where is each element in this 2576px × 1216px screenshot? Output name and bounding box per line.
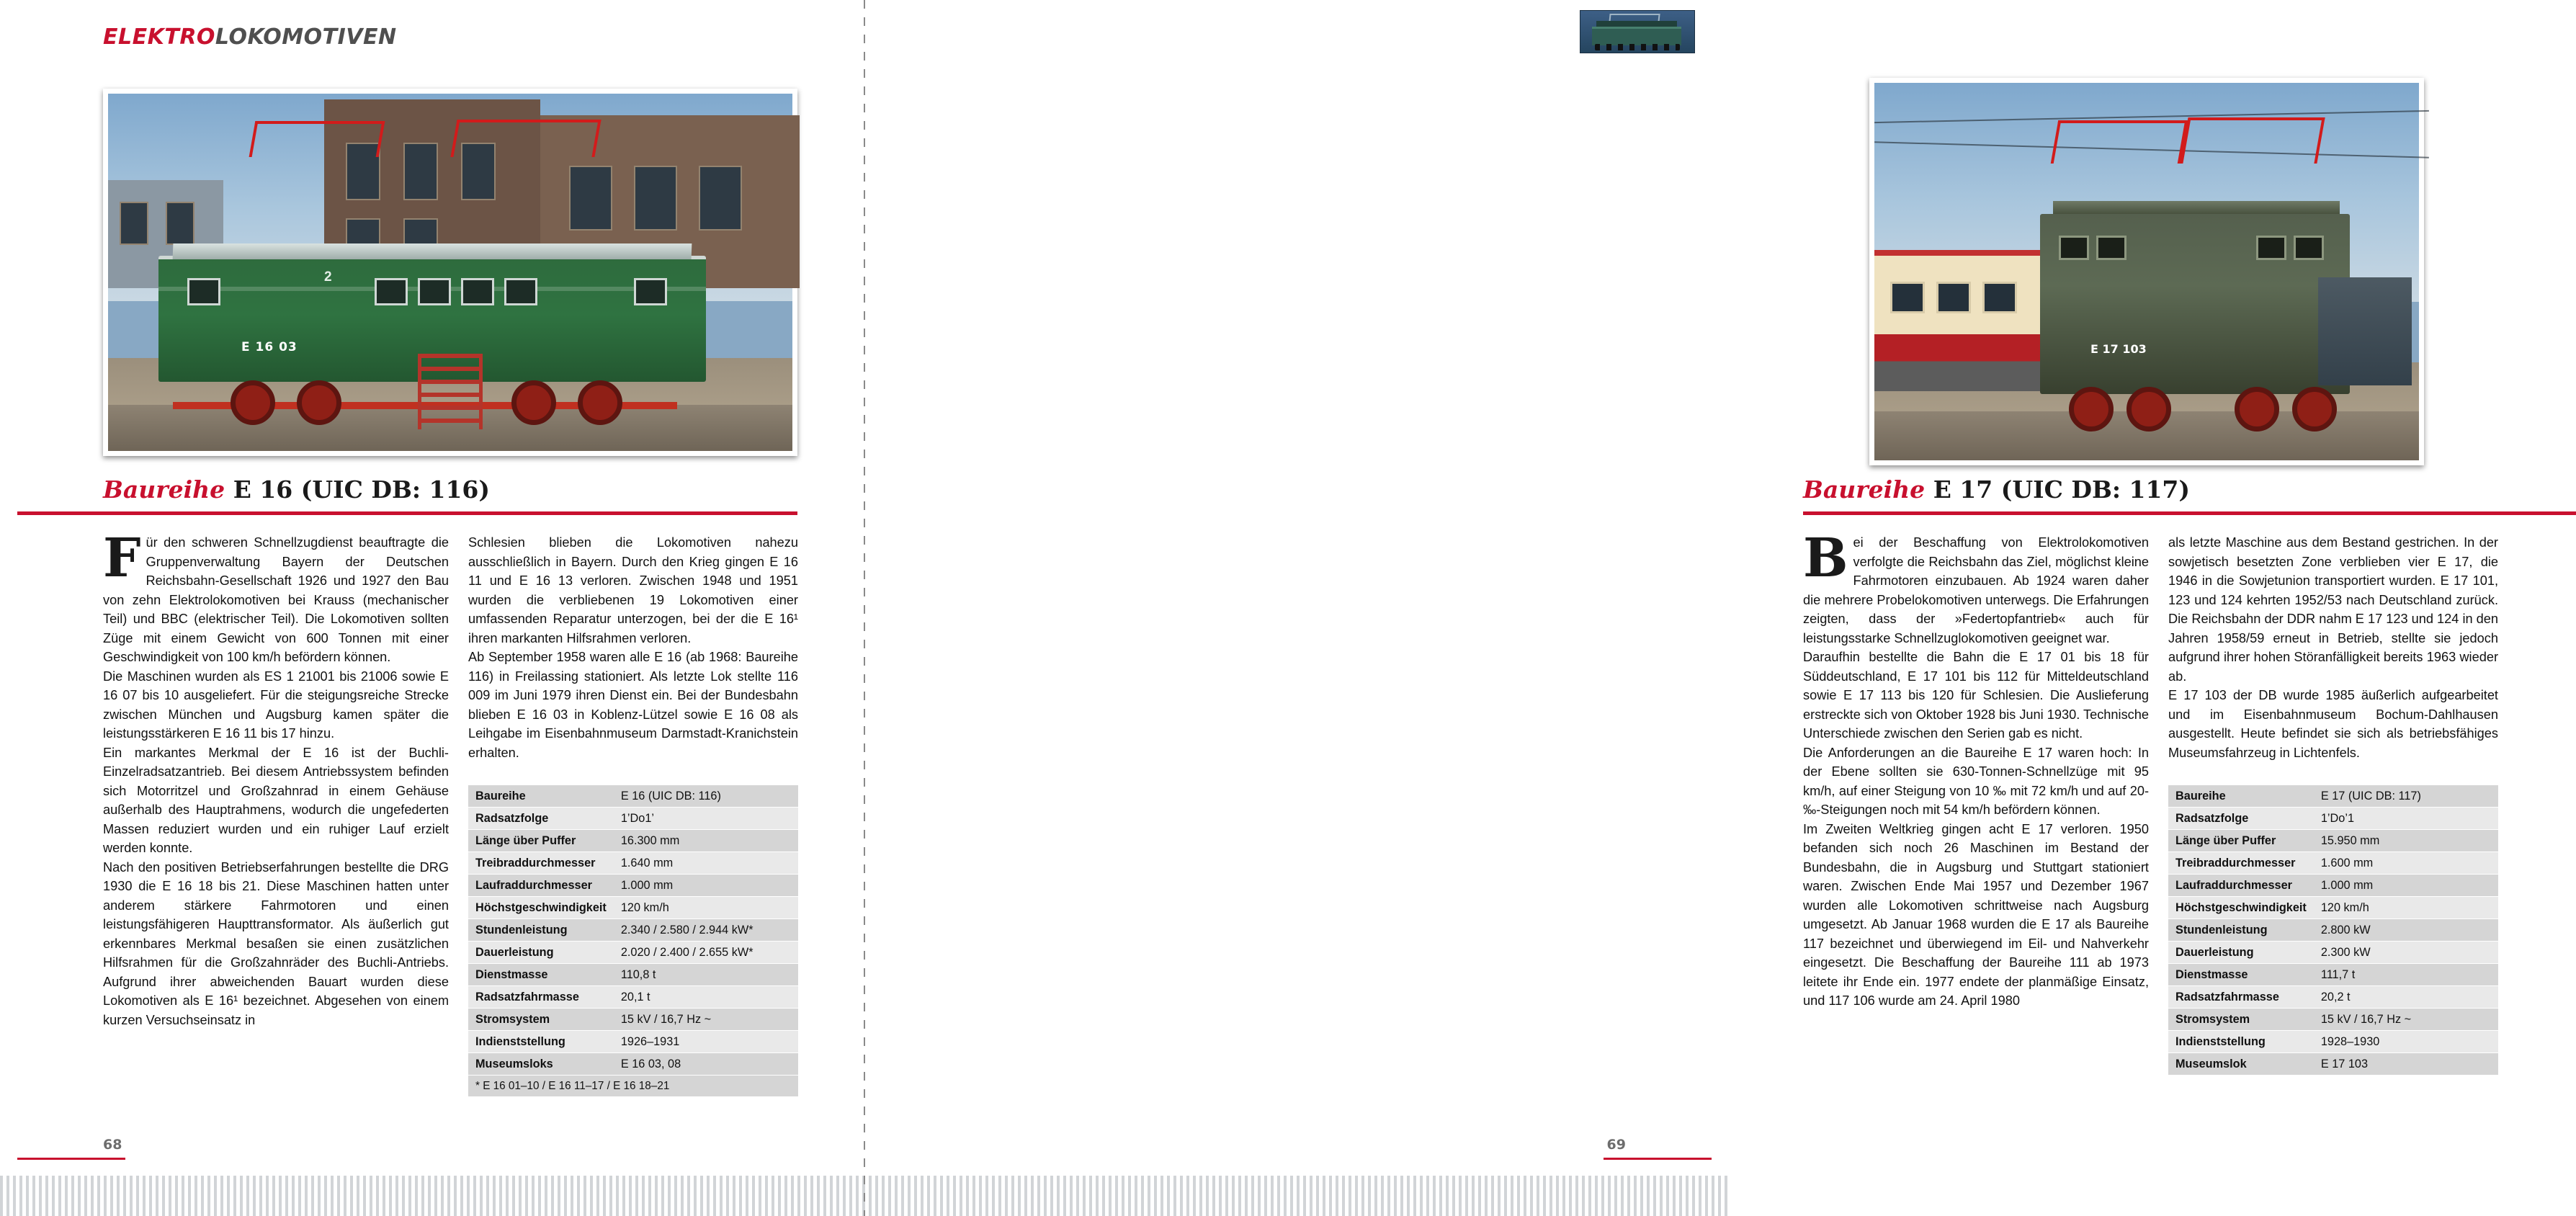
paragraph: Für den schweren Schnellzugdienst beauftragte die Gruppenverwaltung Bayern der Deutschen Reichsbahn-Gesellschaft 1926 und 1927 den Bau von zehn Elektrolokomotiven bei Krauss (mechanischer Teil) und BBC (elektrischer Teil). Die Lokomotiven sollten Züge mit einem Gewicht von 600 Tonnen mit einer Geschwindigkeit von 100 km/h befördern können.	[103, 527, 449, 664]
spec-value: 2.800 kW	[2314, 919, 2498, 942]
spec-row	[468, 852, 798, 875]
pantograph-icon	[450, 120, 601, 157]
spec-value: 15 kV / 16,7 Hz ~	[2314, 1009, 2498, 1031]
spec-value: 1.000 mm	[614, 875, 798, 897]
spec-label: Indienststellung	[2168, 1031, 2314, 1053]
article-heading-e17	[1803, 475, 2190, 504]
spec-row	[2168, 808, 2498, 830]
photo-e16	[103, 89, 797, 456]
heading-series-label: Baureihe	[1803, 475, 1926, 504]
spec-footnote-row	[468, 1076, 798, 1097]
spec-label: Stundenleistung	[468, 919, 614, 942]
locomotive-e17	[2040, 214, 2350, 394]
paragraph: E 17 103 der DB wurde 1985 äußerlich aufgearbeitet und im Eisenbahnmuseum Bochum-Dahlhausen ausgestellt. Heute befindet sie sich als betriebsfähiges Museumsfahrzeug in Lichtenfels.	[2168, 688, 2498, 760]
spec-label: Radsatzfahrmasse	[468, 986, 614, 1009]
driving-wheel	[231, 380, 275, 425]
spec-row	[468, 942, 798, 964]
paragraph: Die Maschinen wurden als ES 1 21001 bis 21006 sowie E 16 07 bis 10 ausgeliefert. Für die steigungsreiche Strecke zwischen München und Augsburg kamen später die leistungsstärkeren E 16 11 bis 17 hinzu.	[103, 669, 449, 741]
spec-value: E 17 103	[2314, 1053, 2498, 1076]
locomotive-thumbnail-icon	[1580, 10, 1695, 53]
spec-label: Radsatzfolge	[468, 808, 614, 830]
driving-wheel	[511, 380, 556, 425]
spec-value: 2.020 / 2.400 / 2.655 kW*	[614, 942, 798, 964]
spec-label: Länge über Puffer	[2168, 830, 2314, 852]
body-column-2	[468, 533, 798, 762]
spec-row	[468, 785, 798, 808]
spec-value: 1.640 mm	[614, 852, 798, 875]
heading-rule	[1803, 511, 2576, 515]
spec-value: 120 km/h	[2314, 897, 2498, 919]
spec-label: Laufraddurchmesser	[468, 875, 614, 897]
running-header	[103, 24, 397, 50]
body-column-3	[1803, 527, 2149, 1011]
spec-value: 15 kV / 16,7 Hz ~	[614, 1009, 798, 1031]
spec-row	[468, 919, 798, 942]
spec-row	[468, 830, 798, 852]
spec-value: 1926–1931	[614, 1031, 798, 1053]
spec-row	[2168, 1009, 2498, 1031]
spec-row	[2168, 964, 2498, 986]
driving-wheel	[2235, 387, 2279, 432]
spec-value: E 16 03, 08	[614, 1053, 798, 1076]
spec-value: 2.300 kW	[2314, 942, 2498, 964]
spec-row	[2168, 1053, 2498, 1076]
heading-class-code: E 17 (UIC DB: 117)	[1933, 475, 2191, 504]
spec-row	[468, 1031, 798, 1053]
spec-row	[468, 808, 798, 830]
paragraph: Im Zweiten Weltkrieg gingen acht E 17 verloren. 1950 befanden sich noch 26 Maschinen im Bestand der Bundesbahn, die in Augsburg und Stuttgart stationiert waren. Zwischen Ende Mai 1957 und Dezember 1967 wurden alle Lokomotiven schrittweise nach Augsburg umgesetzt. Ab Januar 1968 wurden die E 17 als Baureihe 117 bezeichnet und überwiegend im Eil- und Nahverkehr eingesetzt. Die Beschaffung der Baureihe 111 ab 1973 leitete ihr Ende ein. 1977 endete der planmäßige Einsatz, und 117 106 wurde am 24. April 1980	[1803, 821, 2149, 1008]
paragraph: Daraufhin bestellte die Bahn die E 17 01 bis 18 für Süddeutschland, E 17 101 bis 112 für Mitteldeutschland sowie E 17 113 bis 120 für Schlesien. Die Auslieferung erstreckte sich von Oktober 1928 bis Juni 1930. Technische Unterschiede zwischen den Serien gab es nicht.	[1803, 650, 2149, 741]
paragraph: Nach den positiven Betriebserfahrungen bestellte die DRG 1930 die E 16 18 bis 21. Diese Maschinen hatten unter anderem stärkere Fahrmotoren und einen leistungsfähigeren Haupttransformator. Als äußerlich gut erkennbares Merkmal besaßen sie einen zusätzlichen Hilfsrahmen für die Großzahnräder des Buchli-Antriebs. Aufgrund ihrer abweichenden Bauart wurden diese Lokomotiven als E 16¹ bezeichnet. Abgesehen von einem kurzen Versuchseinsatz in	[103, 859, 449, 1027]
driving-wheel	[2292, 387, 2337, 432]
spec-label: Höchstgeschwindigkeit	[2168, 897, 2314, 919]
spec-value: E 17 (UIC DB: 117)	[2314, 785, 2498, 808]
spec-label: Stromsystem	[2168, 1009, 2314, 1031]
spec-row	[468, 1009, 798, 1031]
page-fold-line	[864, 0, 865, 1216]
pantograph-icon	[249, 121, 385, 157]
driving-wheel	[297, 380, 341, 425]
spec-table-body	[2168, 785, 2498, 1076]
spec-row	[2168, 942, 2498, 964]
paragraph: Schlesien blieben die Lokomotiven nahezu ausschließlich in Bayern. Durch den Krieg gingen E 16 11 und E 16 13 verloren. Zwischen 1948 und 1951 wurden die verbliebenen 19 Lokomotiven einer umfassenden Reparatur unterzogen, bei der die E 16¹ ihren markanten Hilfsrahmen verloren.	[468, 535, 798, 645]
spec-label: Dauerleistung	[2168, 942, 2314, 964]
spec-value: 1928–1930	[2314, 1031, 2498, 1053]
folio-rule	[17, 1158, 125, 1160]
running-header-secondary: LOKOMOTIVEN	[215, 24, 397, 50]
spec-label: Stromsystem	[468, 1009, 614, 1031]
spec-label: Länge über Puffer	[468, 830, 614, 852]
driving-wheel	[2069, 387, 2114, 432]
spec-label: Stundenleistung	[2168, 919, 2314, 942]
spec-row	[2168, 986, 2498, 1009]
roof	[2053, 201, 2340, 214]
spec-value: 111,7 t	[2314, 964, 2498, 986]
pantograph-icon	[2180, 117, 2325, 164]
heading-series-label: Baureihe	[103, 475, 225, 504]
spec-row	[2168, 919, 2498, 942]
cab-number: 2	[324, 269, 332, 285]
spec-row	[2168, 897, 2498, 919]
spec-row	[468, 1053, 798, 1076]
spec-label: Treibraddurchmesser	[468, 852, 614, 875]
loco-number-plate: E 16 03	[241, 340, 298, 354]
pantograph-icon	[2051, 120, 2188, 164]
spec-label: Indienststellung	[468, 1031, 614, 1053]
spec-label: Höchstgeschwindigkeit	[468, 897, 614, 919]
driving-wheel	[578, 380, 622, 425]
spec-value: 16.300 mm	[614, 830, 798, 852]
spec-value: 1’Do’1	[2314, 808, 2498, 830]
spec-row	[468, 875, 798, 897]
body-column-1	[103, 527, 449, 1029]
spec-value: 20,2 t	[2314, 986, 2498, 1009]
spec-value: 1.000 mm	[2314, 875, 2498, 897]
coach-rot-beige	[1874, 250, 2054, 391]
spec-row	[2168, 852, 2498, 875]
spec-value: 20,1 t	[614, 986, 798, 1009]
spec-row	[2168, 875, 2498, 897]
spec-value: 2.340 / 2.580 / 2.944 kW*	[614, 919, 798, 942]
spec-row	[2168, 1031, 2498, 1053]
spec-table-e17	[2168, 784, 2498, 1075]
spec-label: Baureihe	[468, 785, 614, 808]
spec-row	[468, 897, 798, 919]
photo-e17	[1869, 78, 2424, 465]
spec-row	[468, 964, 798, 986]
spec-label: Radsatzfolge	[2168, 808, 2314, 830]
body-column-4	[2168, 533, 2498, 762]
spec-table-body	[468, 785, 798, 1097]
loco-number-plate: E 17 103	[2090, 342, 2147, 356]
spec-value: 1’Do1’	[614, 808, 798, 830]
paragraph: Ab September 1958 waren alle E 16 (ab 1968: Baureihe 116) in Freilassing stationiert. Als letzte Lok stellte 116 009 im Juni 1979 ihren Dienst ein. Bei der Bundesbahn blieben E 16 03 in Koblenz-Lützel sowie E 16 08 als Leihgabe im Eisenbahnmuseum Darmstadt-Kranichstein erhalten.	[468, 650, 798, 760]
wheels	[1595, 44, 1680, 50]
left-page	[0, 0, 864, 1216]
spec-label: Baureihe	[2168, 785, 2314, 808]
heading-class-code: E 16 (UIC DB: 116)	[233, 475, 491, 504]
spec-label: Treibraddurchmesser	[2168, 852, 2314, 875]
spec-row	[2168, 785, 2498, 808]
spec-value: 1.600 mm	[2314, 852, 2498, 875]
spec-label: Laufraddurchmesser	[2168, 875, 2314, 897]
paragraph: Die Anforderungen an die Baureihe E 17 waren hoch: In der Ebene sollten sie 630-Tonnen-Schnellzüge mit 95 km/h, auf einer Steigung von 10 ‰ mit 72 km/h und auf 20-‰-Steigungen noch mit 54 km/h befördern können.	[1803, 745, 2149, 817]
folio-rule	[1604, 1158, 1712, 1160]
paragraph: als letzte Maschine aus dem Bestand gestrichen. In der sowjetisch besetzten Zone verblieben vier E 17, die 1946 in die Sowjetunion transportiert wurden. E 17 101, 123 und 124 kehrten 1952/53 nach Deutschland zurück. Die Reichsbahn der DDR nahm E 17 123 und 124 in den Jahren 1958/59 erneut in Betrieb, stellte sie jedoch aufgrund ihrer hohen Störanfälligkeit bereits 1963 wieder ab.	[2168, 535, 2499, 684]
page-number-left: 68	[103, 1137, 122, 1153]
spec-row	[2168, 830, 2498, 852]
paragraph: Ein markantes Merkmal der E 16 ist der Buchli-Einzelradsatzantrieb. Bei diesem Antriebssystem befinden sich Motorritzel und Großzahnrad in einem Gehäuse außerhalb des Hauptrahmens, wodurch die ungefederten Massen reduziert wurden und ein ruhiger Lauf erzielt werden konnte.	[103, 745, 449, 855]
driving-wheel	[2126, 387, 2171, 432]
heading-rule	[17, 511, 797, 515]
article-heading-e16	[103, 475, 490, 504]
spec-label: Museumsloks	[468, 1053, 614, 1076]
spec-value: 15.950 mm	[2314, 830, 2498, 852]
right-page	[864, 0, 2499, 1216]
body	[1592, 27, 1681, 45]
spec-label: Museumslok	[2168, 1053, 2314, 1076]
spec-table-e16	[468, 784, 798, 1096]
page-number-right: 69	[1606, 1137, 1626, 1153]
spec-label: Dauerleistung	[468, 942, 614, 964]
spec-value: E 16 (UIC DB: 116)	[614, 785, 798, 808]
access-stairs	[418, 354, 483, 429]
spec-label: Dienstmasse	[468, 964, 614, 986]
spec-value: 110,8 t	[614, 964, 798, 986]
paragraph: Bei der Beschaffung von Elektrolokomotiven verfolgte die Reichsbahn das Ziel, möglichst kleine Fahrmotoren einzubauen. Ab 1924 waren daher die mehrere Probelokomotiven unterwegs. Die Erfahrungen zeigten, dass der »Federtopfantrieb« auch für leistungsstarke Schnellzuglokomotiven geeignet war.	[1803, 527, 2149, 645]
roof	[173, 243, 692, 259]
spec-label: Dienstmasse	[2168, 964, 2314, 986]
roof	[1596, 21, 1677, 27]
spec-label: Radsatzfahrmasse	[2168, 986, 2314, 1009]
spec-value: 120 km/h	[614, 897, 798, 919]
spec-footnote: * E 16 01–10 / E 16 11–17 / E 16 18–21	[468, 1076, 798, 1097]
running-header-primary: ELEKTRO	[103, 24, 215, 50]
locomotive-background	[2318, 277, 2412, 385]
spec-row	[468, 986, 798, 1009]
